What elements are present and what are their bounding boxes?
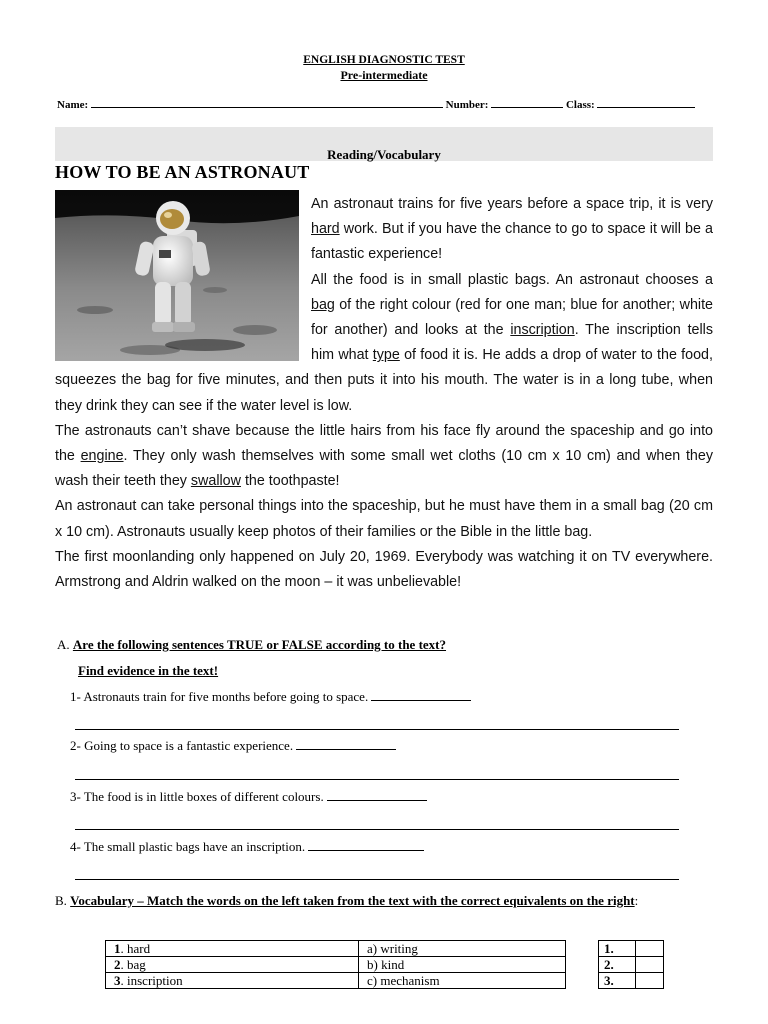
class-blank[interactable] [597, 97, 695, 108]
question-2: 2- Going to space is a fantastic experience. [70, 738, 396, 754]
vocab-option-cell: c) mechanism [359, 973, 566, 989]
word-hard: hard [311, 221, 340, 238]
section-label: Reading/Vocabulary [327, 147, 441, 162]
answer-blank-4[interactable] [308, 839, 424, 851]
table-row [599, 941, 664, 957]
paragraph-1: An astronaut trains for five years before a space trip, it is very hard work. But if you have the chance to go to space it will be a fantastic experience! [311, 196, 713, 263]
vocabulary-table [105, 940, 566, 989]
answer-blank-3[interactable] [327, 789, 427, 801]
question-4: 4- The small plastic bags have an inscription. [70, 839, 424, 855]
name-label: Name: [57, 99, 89, 111]
section-a-subheading: Find evidence in the text! [78, 663, 219, 678]
number-blank[interactable] [491, 97, 563, 108]
section-a-instructions: Are the following sentences TRUE or FALSE according to the text? [72, 637, 447, 652]
answer-cell[interactable] [636, 957, 664, 973]
word-bag: bag [311, 296, 335, 313]
evidence-line-4[interactable] [75, 879, 679, 880]
answer-blank-1[interactable] [371, 689, 471, 701]
section-b-heading: B. Vocabulary – Match the words on the left taken from the text with the correct equivalents on the right: [55, 893, 639, 908]
student-info-row [57, 97, 713, 111]
table-row [106, 941, 566, 957]
vocab-word-cell: 2. bag [106, 957, 359, 973]
section-a-letter: A. [57, 637, 70, 652]
word-type: type [372, 347, 400, 364]
word-swallow: swallow [190, 473, 241, 490]
answer-blank-2[interactable] [296, 738, 396, 750]
paragraph-3: The astronauts can’t shave because the little hairs from his face fly around the spaceship and go into the engine. They only wash themselves with some small wet cloths (10 cm x 10 cm) and when they wash their teeth they swallow the toothpaste! [55, 422, 713, 490]
name-blank[interactable] [91, 97, 443, 108]
vocab-word-cell: 1. hard [106, 941, 359, 957]
table-row [106, 957, 566, 973]
question-3: 3- The food is in little boxes of different colours. [70, 789, 427, 805]
paragraph-5: The first moonlanding only happened on July 20, 1969. Everybody was watching it on TV everywhere. Armstrong and Aldrin walked on the moon – it was unbelievable! [55, 548, 713, 591]
article-title: HOW TO BE AN ASTRONAUT [55, 162, 310, 182]
class-label: Class: [565, 99, 595, 111]
answer-cell[interactable] [636, 973, 664, 989]
answer-cell[interactable] [636, 941, 664, 957]
test-level: Pre-intermediate [340, 68, 428, 82]
evidence-line-1[interactable] [75, 729, 679, 730]
answer-number: 2. [599, 957, 636, 973]
evidence-line-2[interactable] [75, 779, 679, 780]
table-row [599, 973, 664, 989]
image-spacer [55, 192, 311, 362]
word-inscription: inscription [510, 322, 575, 339]
section-b-instructions: Vocabulary – Match the words on the left taken from the text with the correct equivalents on the right [70, 893, 635, 908]
evidence-line-3[interactable] [75, 829, 679, 830]
answer-number: 1. [599, 941, 636, 957]
number-label: Number: [445, 99, 489, 111]
table-row [106, 973, 566, 989]
article-body [55, 192, 713, 595]
answer-table [598, 940, 664, 989]
paragraph-2: All the food is in small plastic bags. An astronaut chooses a bag of the right colour (red for one man; blue for another; white for another) and looks at the inscription. The inscription tells him what type of food it is. He adds a drop of water to the food, squeezes the bag for five minutes, and then puts it into his mouth. The water is in a long tube, when they drink they can see if the water level is low. [55, 271, 713, 414]
word-engine: engine [80, 448, 124, 465]
paragraph-4: An astronaut can take personal things into the spaceship, but he must have them in a small bag (20 cm x 10 cm). Astronauts usually keep photos of their families or the Bible in the little bag. [55, 498, 713, 540]
section-b-letter: B. [55, 893, 67, 908]
table-row [599, 957, 664, 973]
vocab-word-cell: 3. inscription [106, 973, 359, 989]
answer-number: 3. [599, 973, 636, 989]
vocab-option-cell: a) writing [359, 941, 566, 957]
test-title: ENGLISH DIAGNOSTIC TEST [303, 54, 465, 66]
vocab-option-cell: b) kind [359, 957, 566, 973]
question-1: 1- Astronauts train for five months before going to space. [70, 689, 471, 705]
section-a-heading [57, 637, 446, 653]
